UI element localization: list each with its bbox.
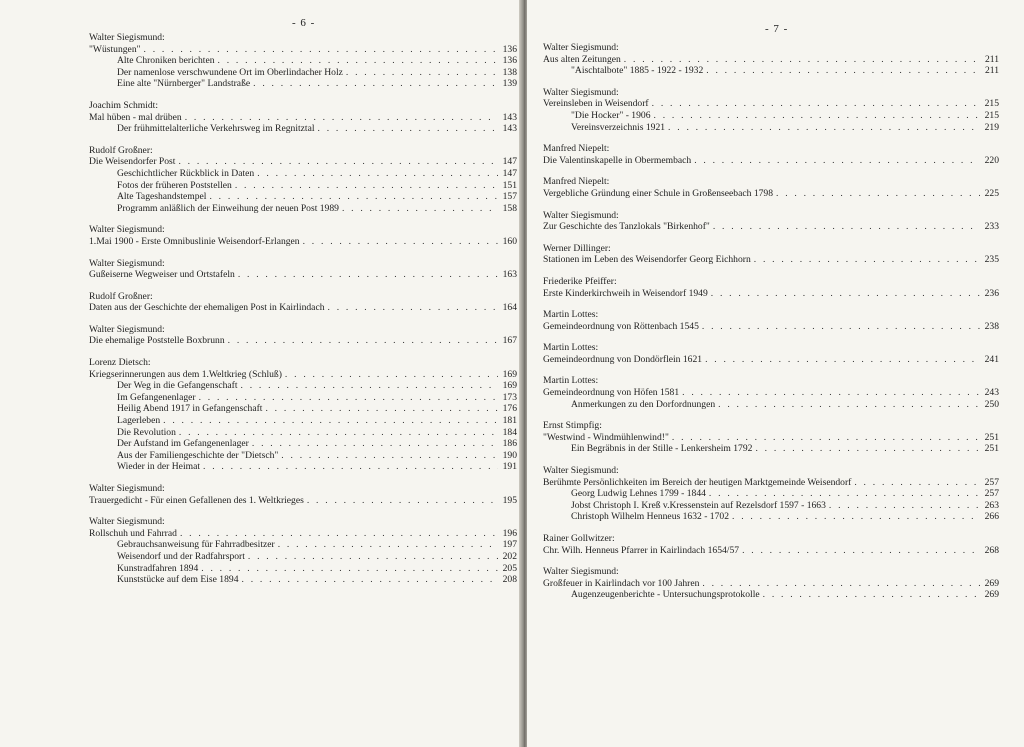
toc-section (543, 465, 999, 523)
entry-title: Lagerleben (117, 415, 161, 427)
dot-leader (252, 438, 498, 450)
entry-title: Die Valentinskapelle in Obermembach (543, 154, 692, 166)
entry-title: Stationen im Leben des Weisendorfer Georg Eichhorn (543, 254, 751, 266)
entry-page-number: 257 (984, 488, 999, 500)
dot-leader (209, 191, 498, 203)
dot-leader (342, 203, 498, 215)
dot-leader (144, 44, 498, 56)
dot-leader (742, 545, 980, 557)
entry-page-number: 157 (502, 191, 517, 203)
dot-leader (203, 461, 498, 473)
entry-title: "Wüstungen" (89, 43, 141, 55)
page-number: - 7 - (765, 23, 789, 35)
toc-section (543, 42, 999, 77)
entry-title: Die ehemalige Poststelle Boxbrunn (89, 335, 225, 347)
entry-page-number: 269 (984, 589, 999, 601)
dot-leader (718, 399, 980, 411)
toc-subentry (543, 443, 999, 455)
entry-page-number: 158 (502, 202, 517, 214)
dot-leader (238, 269, 498, 281)
entry-page-number: 251 (984, 431, 999, 443)
entry-title: "Aischtalbote" 1885 - 1922 - 1932 (571, 65, 704, 77)
dot-leader (652, 98, 980, 110)
entry-title: Der frühmittelalterliche Verkehrsweg im Regnitztal (117, 123, 315, 135)
toc-subentry (543, 65, 999, 77)
dot-leader (278, 539, 498, 551)
author-name: Walter Siegismund: (89, 224, 165, 236)
toc-entry (543, 387, 999, 399)
dot-leader (711, 288, 980, 300)
toc-entry (543, 188, 999, 200)
entry-title: Fotos der früheren Poststellen (117, 179, 232, 191)
page-number: - 6 - (292, 17, 316, 29)
entry-page-number: 169 (502, 380, 517, 392)
toc-entry (543, 432, 999, 444)
author-name: Manfred Niepelt: (543, 143, 610, 155)
entry-title: Trauergedicht - Für einen Gefallenen des 1. Weltkrieges (89, 494, 304, 506)
entry-page-number: 139 (502, 78, 517, 90)
toc-section (89, 224, 517, 247)
toc-section (89, 32, 517, 90)
toc-entry (543, 578, 999, 590)
dot-leader (705, 354, 980, 366)
toc-entry (543, 98, 999, 110)
toc-subentry (89, 403, 517, 415)
entry-title: Rollschuh und Fahrrad (89, 527, 177, 539)
toc-subentry (89, 191, 517, 203)
dot-leader (654, 110, 981, 122)
entry-title: Chr. Wilh. Henneus Pfarrer in Kairlindach 1654/57 (543, 544, 740, 556)
entry-page-number: 151 (502, 179, 517, 191)
entry-page-number: 176 (502, 403, 517, 415)
entry-page-number: 136 (502, 55, 517, 67)
entry-title: Kunststücke auf dem Eise 1894 (117, 574, 239, 586)
entry-page-number: 190 (502, 449, 517, 461)
entry-title: Zur Geschichte des Tanzlokals "Birkenhof" (543, 221, 710, 233)
toc-subentry (89, 392, 517, 404)
dot-leader (228, 335, 498, 347)
entry-title: Aus alten Zeitungen (543, 53, 621, 65)
entry-title: Daten aus der Geschichte der ehemaligen Post in Kairlindach (89, 302, 325, 314)
dot-leader (179, 427, 498, 439)
dot-leader (253, 78, 498, 90)
toc-subentry (89, 78, 517, 90)
author-name: Lorenz Dietsch: (89, 357, 151, 369)
entry-page-number: 197 (502, 539, 517, 551)
dot-leader (702, 578, 980, 590)
toc-section (543, 276, 999, 299)
entry-title: Augenzeugenberichte - Untersuchungsprotokolle (571, 589, 760, 601)
toc-entry (543, 477, 999, 489)
author-name: Ernst Stimpfig: (543, 420, 602, 432)
entry-page-number: 163 (502, 269, 517, 281)
toc-subentry (89, 539, 517, 551)
entry-page-number: 186 (502, 438, 517, 450)
toc-section (543, 176, 999, 199)
dot-leader (763, 589, 980, 601)
entry-title: Ein Begräbnis in der Stille - Lenkersheim 1792 (571, 443, 753, 455)
dot-leader (328, 302, 499, 314)
toc-entry (89, 302, 517, 314)
entry-title: Geschichtlicher Rückblick in Daten (117, 167, 255, 179)
entry-title: Gußeiserne Wegweiser und Ortstafeln (89, 269, 235, 281)
entry-page-number: 241 (984, 353, 999, 365)
entry-page-number: 164 (502, 302, 517, 314)
entry-title: Gemeindeordnung von Röttenbach 1545 (543, 320, 699, 332)
toc-section (543, 342, 999, 365)
entry-page-number: 208 (502, 574, 517, 586)
entry-page-number: 147 (502, 167, 517, 179)
toc-subentry (543, 500, 999, 512)
dot-leader (242, 574, 499, 586)
entry-page-number: 215 (984, 109, 999, 121)
dot-leader (248, 551, 498, 563)
entry-title: Die Revolution (117, 426, 176, 438)
dot-leader (303, 236, 498, 248)
entry-title: Georg Ludwig Lehnes 1799 - 1844 (571, 488, 706, 500)
dot-leader (706, 65, 980, 77)
dot-leader (732, 511, 980, 523)
entry-title: Vereinsverzeichnis 1921 (571, 121, 666, 133)
toc-entry (543, 321, 999, 333)
dot-leader (178, 156, 498, 168)
toc-subentry (89, 563, 517, 575)
author-name: Rudolf Großner: (89, 290, 153, 302)
dot-leader (776, 188, 980, 200)
toc-entry (543, 155, 999, 167)
entry-title: Jobst Christoph I. Kreß v.Kressenstein auf Rezelsdorf 1597 - 1663 (571, 499, 826, 511)
toc-section (89, 145, 517, 215)
dot-leader (235, 180, 498, 192)
toc-subentry (543, 399, 999, 411)
author-name: Walter Siegismund: (89, 32, 165, 43)
toc-subentry (89, 438, 517, 450)
entry-title: Berühmte Persönlichkeiten im Bereich der heutigen Marktgemeinde Weisendorf (543, 476, 852, 488)
entry-page-number: 243 (984, 387, 999, 399)
entry-title: 1.Mai 1900 - Erste Omnibuslinie Weisendorf-Erlangen (89, 235, 300, 247)
dot-leader (185, 112, 498, 124)
dot-leader (702, 321, 980, 333)
entry-title: "Die Hocker" - 1906 (571, 109, 651, 121)
entry-title: Christoph Wilhelm Henneus 1632 - 1702 (571, 511, 729, 523)
entry-title: Alte Chroniken berichten (117, 55, 215, 67)
entry-title: Wieder in der Heimat (117, 461, 200, 473)
toc-section (543, 375, 999, 410)
table-of-contents (543, 42, 999, 611)
dot-leader (199, 392, 498, 404)
dot-leader (694, 155, 980, 167)
author-name: Martin Lottes: (543, 309, 599, 321)
entry-page-number: 250 (984, 398, 999, 410)
entry-title: Die Weisendorfer Post (89, 156, 176, 168)
entry-page-number: 236 (984, 287, 999, 299)
toc-section (543, 533, 999, 556)
entry-title: Aus der Familiengeschichte der "Dietsch" (117, 449, 279, 461)
entry-page-number: 169 (502, 368, 517, 380)
author-name: Rainer Gollwitzer: (543, 533, 615, 544)
dot-leader (307, 495, 498, 507)
entry-page-number: 233 (984, 221, 999, 233)
entry-title: Eine alte "Nürnberger" Landstraße (117, 78, 251, 90)
author-name: Friederike Pfeiffer: (543, 275, 617, 287)
dot-leader (682, 387, 980, 399)
dot-leader (285, 369, 498, 381)
dot-leader (754, 254, 980, 266)
entry-title: Kunstradfahren 1894 (117, 562, 199, 574)
dot-leader (624, 54, 980, 66)
author-name: Martin Lottes: (543, 375, 599, 387)
entry-page-number: 235 (984, 254, 999, 266)
entry-page-number: 143 (502, 111, 517, 123)
toc-section (543, 309, 999, 332)
entry-title: Heilig Abend 1917 in Gefangenschaft (117, 403, 263, 415)
entry-title: Gebrauchsanweisung für Fahrradbesitzer (117, 539, 275, 551)
toc-subentry (89, 461, 517, 473)
toc-entry (543, 354, 999, 366)
toc-subentry (543, 488, 999, 500)
entry-page-number: 167 (502, 335, 517, 347)
toc-section (543, 87, 999, 133)
entry-page-number: 184 (502, 426, 517, 438)
toc-entry (89, 495, 517, 507)
toc-section (543, 210, 999, 233)
toc-entry (89, 369, 517, 381)
entry-title: Der namenlose verschwundene Ort im Oberlindacher Holz (117, 66, 343, 78)
author-name: Martin Lottes: (543, 342, 599, 354)
entry-page-number: 268 (984, 544, 999, 556)
entry-title: Erste Kinderkirchweih in Weisendorf 1949 (543, 287, 708, 299)
author-name: Walter Siegismund: (543, 566, 619, 578)
author-name: Walter Siegismund: (89, 483, 165, 494)
author-name: Rudolf Großner: (89, 144, 153, 156)
toc-entry (543, 221, 999, 233)
entry-title: Anmerkungen zu den Dorfordnungen (571, 398, 716, 410)
toc-subentry (89, 123, 517, 135)
author-name: Joachim Schmidt: (89, 99, 159, 111)
toc-entry (543, 254, 999, 266)
entry-page-number: 266 (984, 511, 999, 523)
dot-leader (668, 122, 980, 134)
toc-section (543, 420, 999, 455)
entry-title: Mal hüben - mal drüben (89, 111, 182, 123)
toc-section (543, 143, 999, 166)
right-page (527, 0, 1024, 747)
entry-page-number: 138 (502, 66, 517, 78)
dot-leader (281, 450, 498, 462)
dot-leader (180, 528, 498, 540)
toc-subentry (543, 511, 999, 523)
entry-page-number: 147 (502, 156, 517, 168)
entry-title: Programm anläßlich der Einweihung der neuen Post 1989 (117, 202, 339, 214)
entry-title: Kriegserinnerungen aus dem 1.Weltkrieg (Schluß) (89, 368, 282, 380)
toc-subentry (89, 168, 517, 180)
entry-page-number: 215 (984, 98, 999, 110)
dot-leader (829, 500, 980, 512)
entry-title: Der Weg in die Gefangenschaft (117, 380, 238, 392)
entry-page-number: 219 (984, 121, 999, 133)
toc-entry (543, 54, 999, 66)
entry-page-number: 202 (502, 550, 517, 562)
entry-title: Vergebliche Gründung einer Schule in Großenseebach 1798 (543, 187, 774, 199)
entry-page-number: 181 (502, 415, 517, 427)
author-name: Walter Siegismund: (543, 86, 619, 98)
toc-subentry (89, 203, 517, 215)
entry-title: Gemeindeordnung von Höfen 1581 (543, 387, 680, 399)
dot-leader (265, 403, 498, 415)
entry-title: Vereinsleben in Weisendorf (543, 98, 649, 110)
entry-page-number: 220 (984, 154, 999, 166)
toc-entry (89, 528, 517, 540)
entry-title: Der Aufstand im Gefangenenlager (117, 438, 249, 450)
toc-subentry (543, 122, 999, 134)
toc-subentry (89, 551, 517, 563)
entry-page-number: 205 (502, 562, 517, 574)
author-name: Walter Siegismund: (89, 257, 165, 269)
dot-leader (709, 488, 980, 500)
dot-leader (713, 221, 980, 233)
dot-leader (163, 415, 498, 427)
author-name: Walter Siegismund: (543, 42, 619, 53)
entry-page-number: 196 (502, 527, 517, 539)
entry-page-number: 211 (984, 53, 999, 65)
author-name: Walter Siegismund: (89, 323, 165, 335)
entry-page-number: 173 (502, 391, 517, 403)
toc-subentry (89, 380, 517, 392)
toc-subentry (89, 450, 517, 462)
author-name: Walter Siegismund: (89, 516, 165, 528)
author-name: Walter Siegismund: (543, 465, 619, 477)
toc-subentry (89, 180, 517, 192)
entry-page-number: 160 (502, 235, 517, 247)
toc-entry (89, 112, 517, 124)
dot-leader (672, 432, 980, 444)
dot-leader (854, 477, 980, 489)
entry-page-number: 238 (984, 320, 999, 332)
entry-page-number: 263 (984, 499, 999, 511)
dot-leader (755, 443, 980, 455)
entry-page-number: 211 (984, 65, 999, 77)
toc-section (543, 243, 999, 266)
toc-subentry (89, 55, 517, 67)
toc-entry (89, 335, 517, 347)
toc-entry (89, 269, 517, 281)
toc-subentry (543, 589, 999, 601)
author-name: Werner Dillinger: (543, 242, 611, 254)
entry-page-number: 225 (984, 187, 999, 199)
toc-entry (89, 44, 517, 56)
entry-page-number: 251 (984, 443, 999, 455)
entry-page-number: 191 (502, 461, 517, 473)
toc-section (89, 324, 517, 347)
entry-page-number: 257 (984, 476, 999, 488)
toc-subentry (543, 110, 999, 122)
toc-section (89, 258, 517, 281)
toc-section (89, 291, 517, 314)
toc-subentry (89, 574, 517, 586)
toc-section (89, 483, 517, 506)
toc-entry (89, 156, 517, 168)
entry-title: Im Gefangenenlager (117, 391, 196, 403)
entry-page-number: 195 (502, 494, 517, 506)
entry-title: Alte Tageshandstempel (117, 191, 207, 203)
toc-section (89, 516, 517, 586)
entry-title: Großfeuer in Kairlindach vor 100 Jahren (543, 577, 700, 589)
entry-title: Gemeindeordnung von Dondörflein 1621 (543, 353, 703, 365)
toc-section (543, 566, 999, 601)
toc-subentry (89, 415, 517, 427)
dot-leader (257, 168, 498, 180)
toc-subentry (89, 427, 517, 439)
dot-leader (318, 123, 499, 135)
entry-page-number: 269 (984, 577, 999, 589)
dot-leader (241, 380, 498, 392)
toc-section (89, 357, 517, 473)
author-name: Walter Siegismund: (543, 209, 619, 221)
toc-section (89, 100, 517, 135)
toc-subentry (89, 67, 517, 79)
toc-entry (89, 236, 517, 248)
table-of-contents (89, 32, 517, 596)
dot-leader (218, 55, 498, 67)
dot-leader (346, 67, 498, 79)
author-name: Manfred Niepelt: (543, 176, 610, 188)
dot-leader (201, 563, 498, 575)
toc-entry (543, 545, 999, 557)
entry-page-number: 136 (502, 43, 517, 55)
toc-entry (543, 288, 999, 300)
entry-page-number: 143 (502, 123, 517, 135)
entry-title: Weisendorf und der Radfahrsport (117, 550, 245, 562)
entry-title: "Westwind - Windmühlenwind!" (543, 431, 669, 443)
